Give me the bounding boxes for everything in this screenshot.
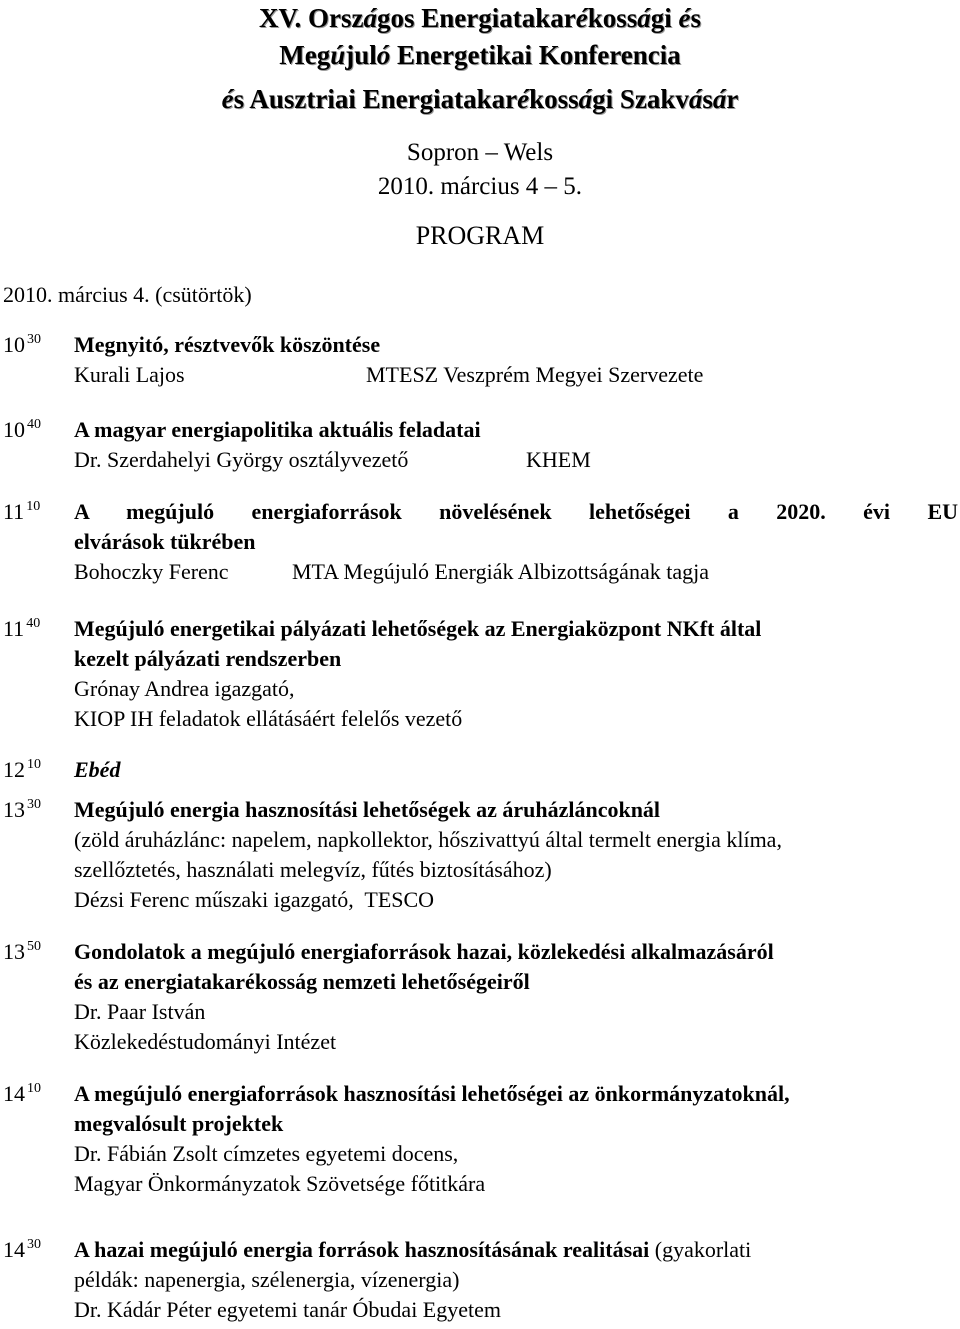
session-speaker-role: Magyar Önkormányzatok Szövetsége főtitkára bbox=[74, 1171, 486, 1196]
session-time: 14 $^{10}$ bbox=[3, 1081, 41, 1106]
session-speaker: Kurali Lajos bbox=[74, 362, 185, 387]
session-speaker: Dr. Szerdahelyi György osztályvezető bbox=[74, 447, 409, 472]
session-description: (zöld áruházlánc: napelem, napkollektor, hőszivattyú által termelt energia klíma, bbox=[74, 827, 782, 852]
day-heading: 2010. március 4. (csütörtök) bbox=[3, 282, 252, 307]
session-time: 14 $^{30}$ bbox=[3, 1237, 41, 1262]
session-title-continued: és az energiatakarékosság nemzeti lehetőségeiről bbox=[74, 969, 530, 994]
session-speaker-affiliation: Közlekedéstudományi Intézet bbox=[74, 1029, 337, 1054]
session-organization: MTA Megújuló Energiák Albizottságának tagja bbox=[292, 559, 709, 584]
session-title-continued: megvalósult projektek bbox=[74, 1111, 284, 1136]
conference-title-line-3: és Ausztriai Energiatakarékossági Szakvásár bbox=[221, 84, 739, 114]
session-speaker: Dr. Kádár Péter egyetemi tanár Óbudai Egyetem bbox=[74, 1297, 502, 1322]
session-time: 13 $^{50}$ bbox=[3, 939, 41, 964]
session-title: A hazai megújuló energia források hasznosításának realitásai (gyakorlati bbox=[74, 1237, 752, 1262]
session-time: 12 $^{10}$ bbox=[3, 757, 41, 782]
session-item bbox=[74, 614, 958, 734]
session-speaker: Grónay Andrea igazgató, bbox=[74, 676, 295, 701]
conference-title-line-1: XV. Országos Energiatakarékossági és bbox=[258, 3, 702, 33]
session-item bbox=[74, 937, 958, 1057]
lunch-break: Ebéd bbox=[74, 757, 121, 782]
session-item bbox=[74, 795, 958, 915]
session-title-continued: elvárások tükrében bbox=[74, 529, 256, 554]
session-speaker: Bohoczky Ferenc bbox=[74, 559, 229, 584]
session-speaker: Dr. Paar István bbox=[74, 999, 206, 1024]
session-organization: KHEM bbox=[526, 447, 591, 472]
session-organization: MTESZ Veszprém Megyei Szervezete bbox=[366, 362, 704, 387]
conference-title-line-2: Megújuló Energetikai Konferencia bbox=[279, 40, 681, 70]
event-date: 2010. március 4 – 5. bbox=[377, 173, 583, 200]
session-item bbox=[74, 415, 958, 475]
session-description-continued: szellőztetés, használati melegvíz, fűtés biztosításához) bbox=[74, 857, 552, 882]
session-speaker: Dr. Fábián Zsolt címzetes egyetemi docens, bbox=[74, 1141, 459, 1166]
session-title: A megújuló energiaforrások hasznosítási lehetőségei az önkormányzatoknál, bbox=[74, 1081, 790, 1106]
session-speaker-role: KIOP IH feladatok ellátásáért felelős vezető bbox=[74, 706, 463, 731]
session-item bbox=[74, 1235, 958, 1325]
session-title-continued: kezelt pályázati rendszerben bbox=[74, 646, 342, 671]
session-item bbox=[74, 497, 958, 587]
session-time: 10 $^{30}$ bbox=[3, 332, 41, 357]
session-item bbox=[74, 330, 958, 390]
session-item bbox=[74, 1079, 958, 1199]
session-speaker: Dézsi Ferenc műszaki igazgató, TESCO bbox=[74, 887, 435, 912]
session-item bbox=[74, 755, 958, 785]
session-time: 10 $^{40}$ bbox=[3, 417, 41, 442]
session-title: A magyar energiapolitika aktuális feladatai bbox=[74, 417, 481, 442]
session-time: 11 $^{40}$ bbox=[3, 616, 41, 641]
session-time: 11 $^{10}$ bbox=[3, 499, 41, 524]
session-title: A megújuló energiaforrások növelésének lehetőségei a 2020. évi EU bbox=[74, 499, 958, 524]
session-title: Megújuló energetikai pályázati lehetőségek az Energiaközpont NKft által bbox=[74, 616, 762, 641]
program-heading: PROGRAM bbox=[415, 221, 545, 250]
session-description: példák: napenergia, szélenergia, vízenergia) bbox=[74, 1267, 460, 1292]
session-title: Megnyitó, résztvevők köszöntése bbox=[74, 332, 381, 357]
event-location: Sopron – Wels bbox=[406, 139, 554, 166]
session-title: Megújuló energia hasznosítási lehetőségek az áruházláncoknál bbox=[74, 797, 661, 822]
session-title: Gondolatok a megújuló energiaforrások hazai, közlekedési alkalmazásáról bbox=[74, 939, 774, 964]
session-time: 13 $^{30}$ bbox=[3, 797, 41, 822]
